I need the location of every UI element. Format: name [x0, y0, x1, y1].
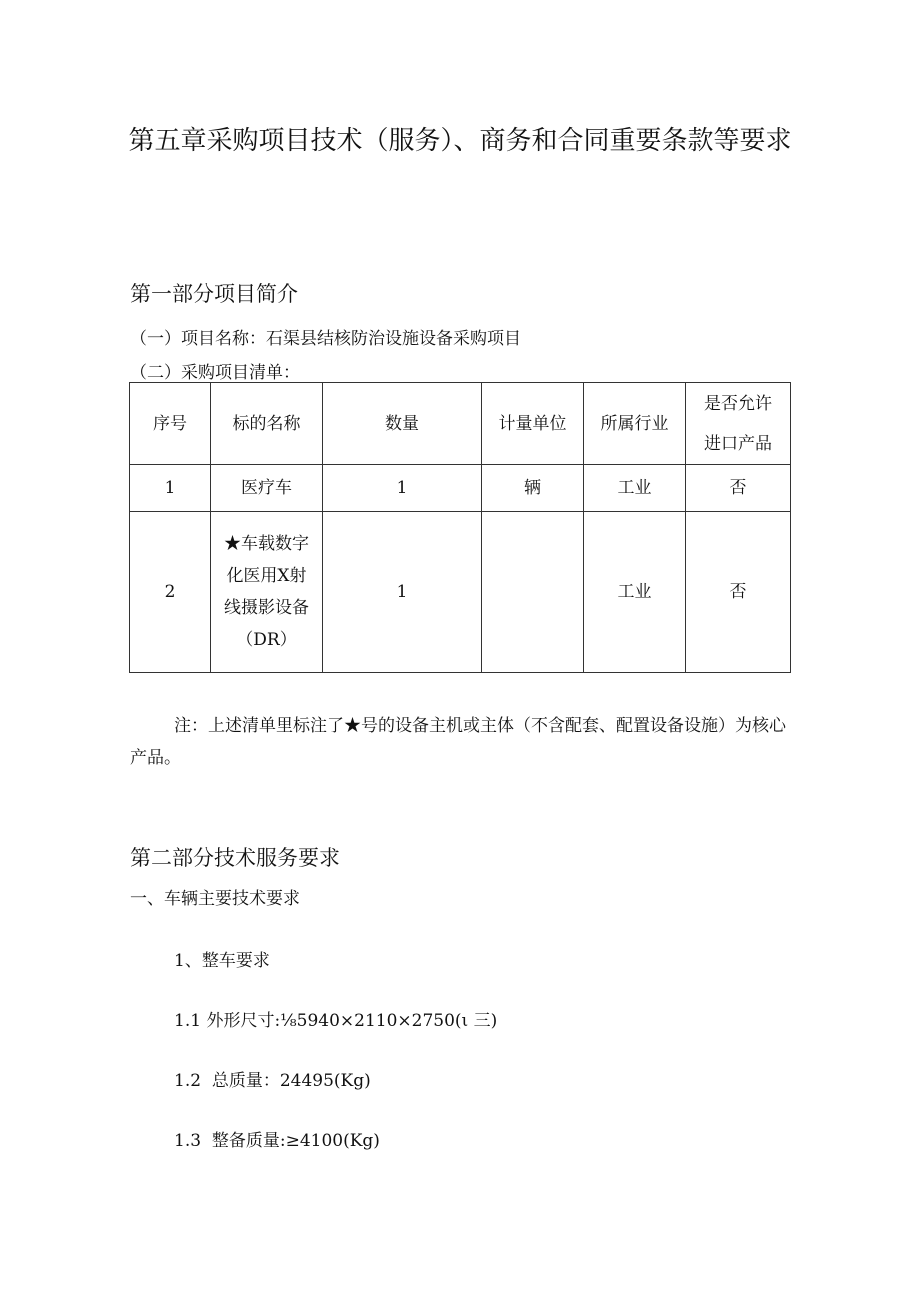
col-header: 是否允许进口产品	[686, 383, 791, 465]
table-cell: 工业	[584, 512, 686, 673]
requirement-item: 1.1 外形尺寸:⅛5940×2110×2750(ι 三)	[174, 1011, 498, 1031]
table-cell: ★车载数字化医用X射线摄影设备（DR）	[211, 512, 323, 673]
project-name-line: （一）项目名称：石渠县结核防治设施设备采购项目	[130, 329, 521, 349]
core-product-note: 注：上述清单里标注了★号的设备主机或主体（不含配套、配置设备设施）为核心产品。	[130, 716, 786, 768]
col-header: 序号	[130, 383, 211, 465]
col-header: 计量单位	[482, 383, 584, 465]
table-cell: 医疗车	[211, 465, 323, 512]
part1-heading: 第一部分项目简介	[130, 282, 298, 306]
col-header: 标的名称	[211, 383, 323, 465]
requirement-item: 1、整车要求	[174, 951, 270, 971]
table-cell: 辆	[482, 465, 584, 512]
table-row	[130, 512, 791, 673]
table-cell: 2	[130, 512, 211, 673]
vehicle-requirements-heading: 一、车辆主要技术要求	[130, 889, 300, 909]
table-cell: 1	[130, 465, 211, 512]
part2-heading: 第二部分技术服务要求	[130, 846, 340, 870]
table-row	[130, 465, 791, 512]
table-cell: 1	[323, 465, 482, 512]
table-cell: 1	[323, 512, 482, 673]
table-cell: 工业	[584, 465, 686, 512]
requirement-item: 1.3 整备质量:≥4100(Kg)	[174, 1131, 380, 1151]
col-header: 所属行业	[584, 383, 686, 465]
table-cell	[482, 512, 584, 673]
procurement-table	[129, 382, 791, 673]
requirement-item: 1.2 总质量：24495(Kg)	[174, 1071, 371, 1091]
table-cell: 否	[686, 465, 791, 512]
procurement-list-label: （二）采购项目清单：	[130, 363, 300, 383]
col-header: 数量	[323, 383, 482, 465]
table-header-row	[130, 383, 791, 465]
page-title: 第五章采购项目技术（服务）、商务和合同重要条款等要求	[128, 126, 792, 156]
table-cell: 否	[686, 512, 791, 673]
